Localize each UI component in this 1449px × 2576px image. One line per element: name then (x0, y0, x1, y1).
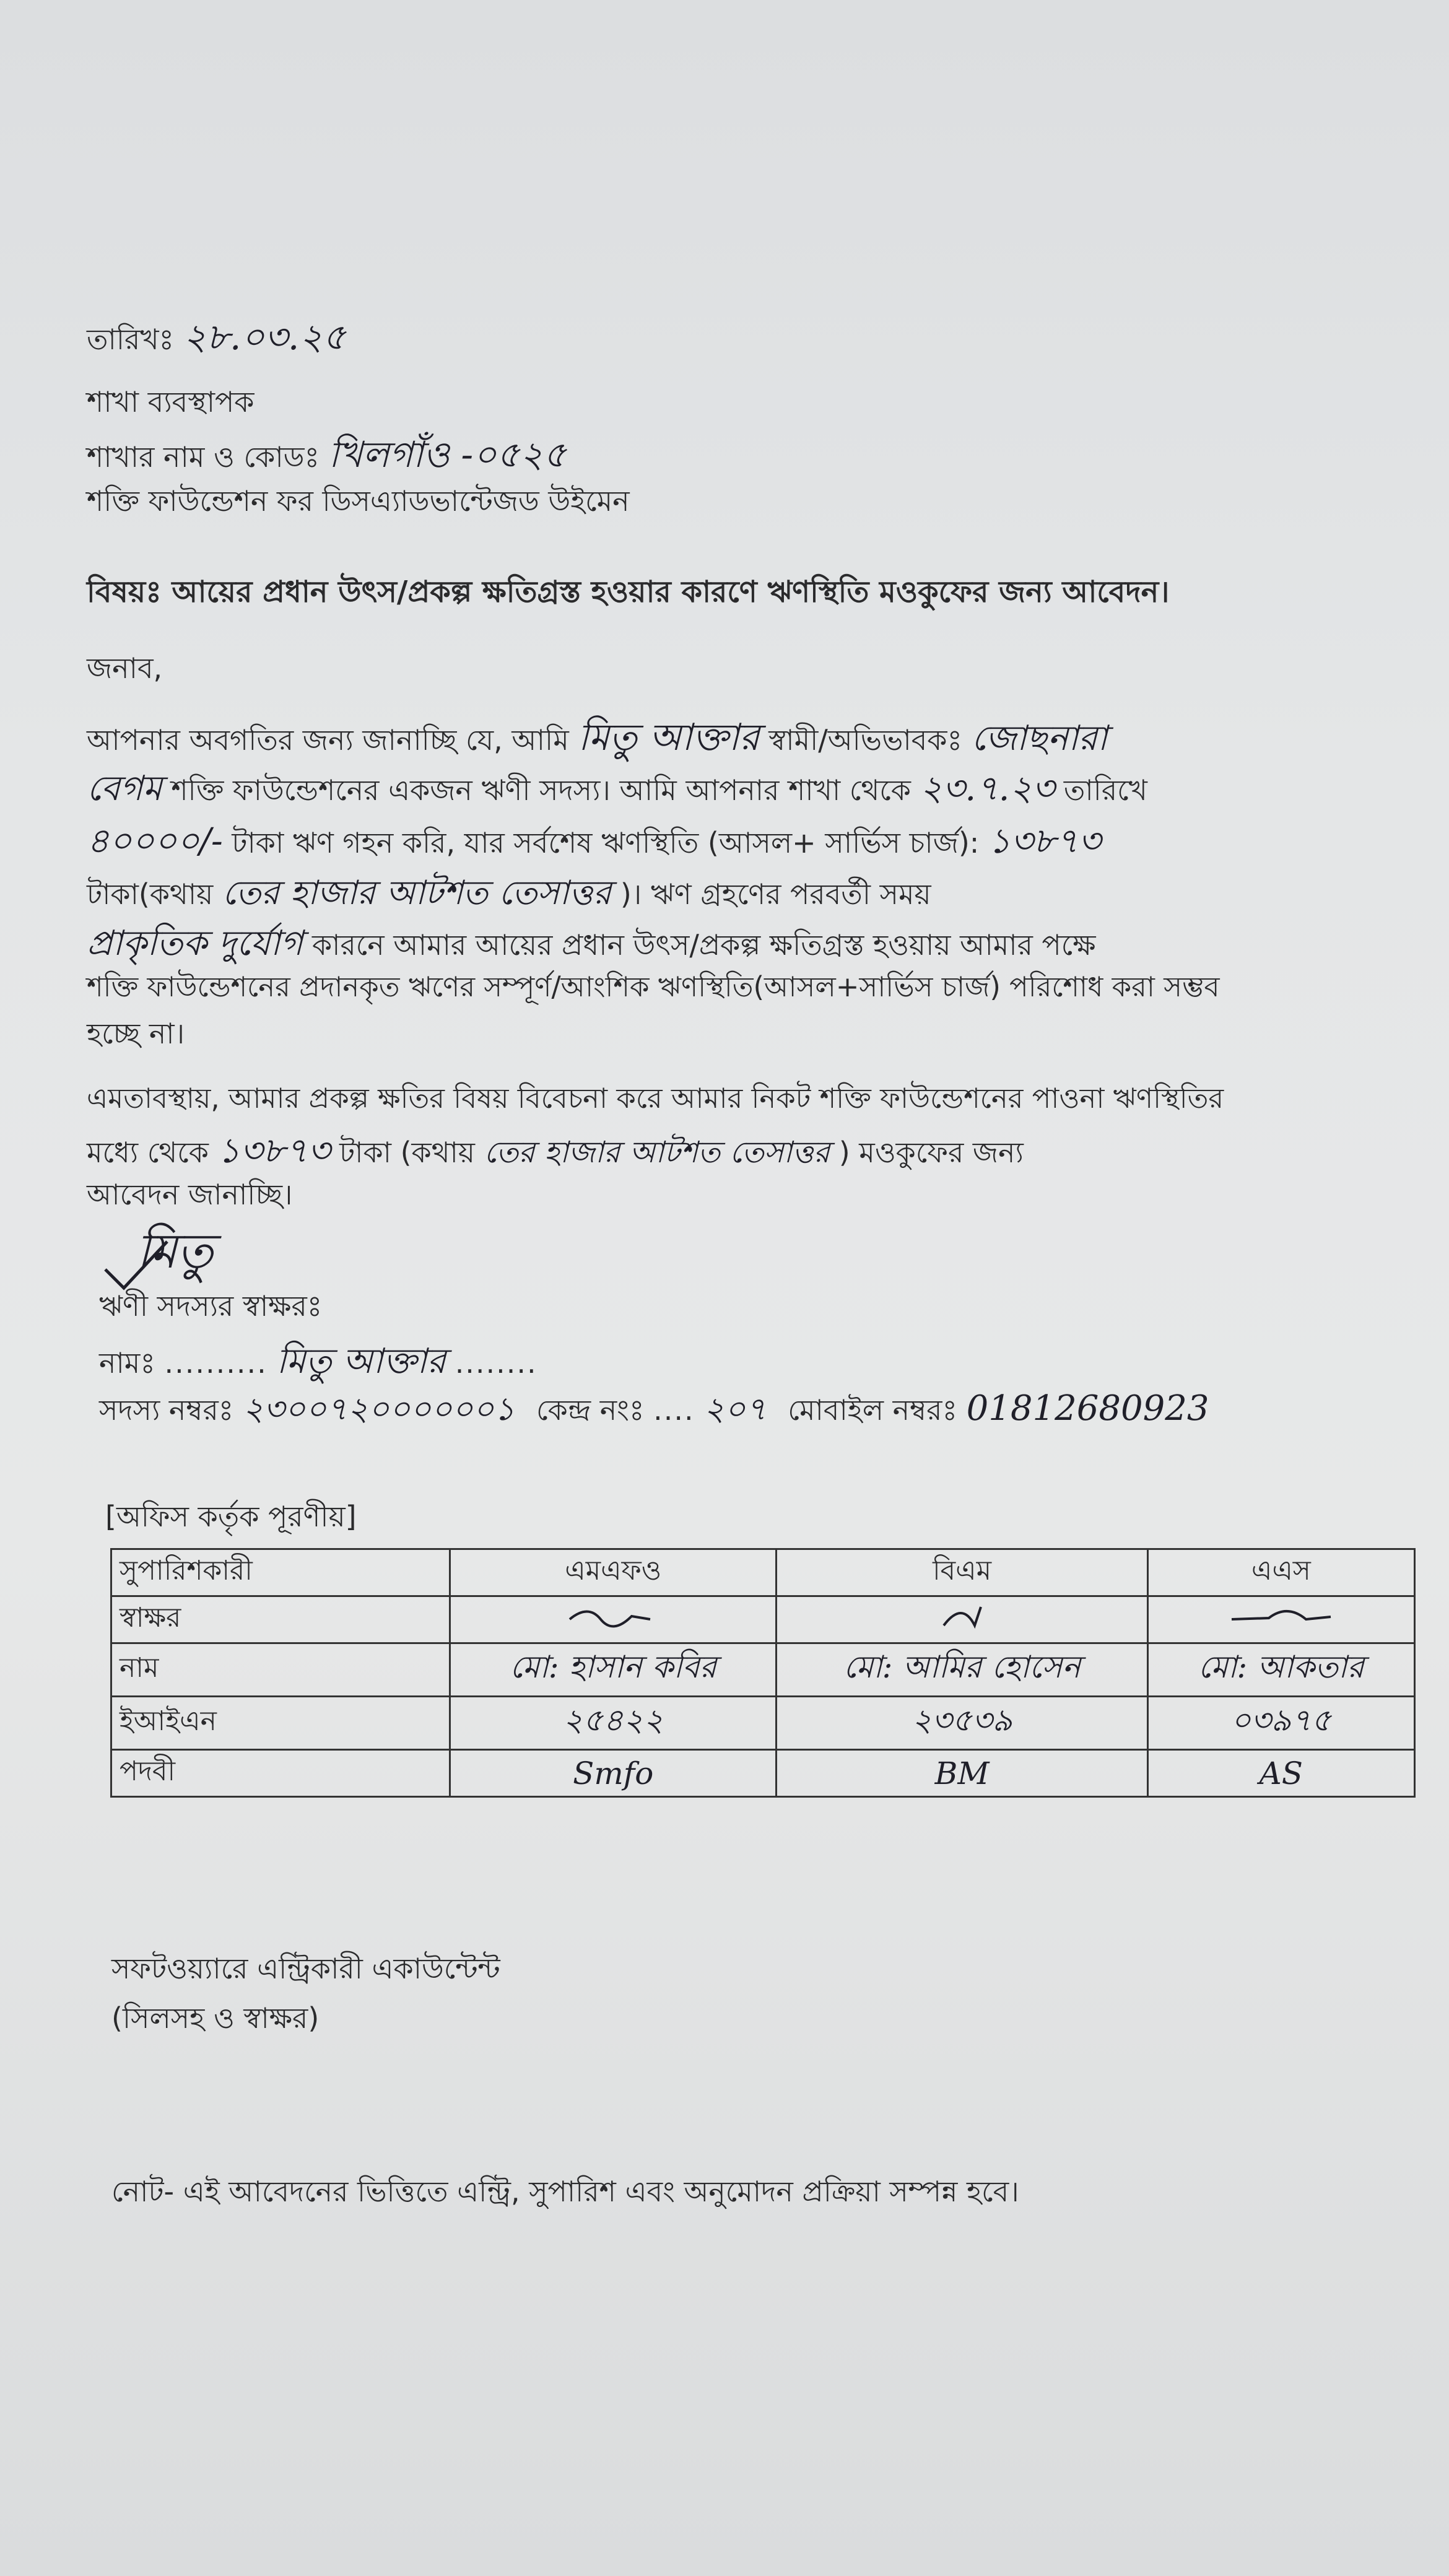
branch-line (87, 427, 567, 487)
para1-text: )। ঋণ গ্রহণের পরবর্তী সময় (620, 877, 931, 911)
cause-hw: প্রাকৃতিক দুর্যোগ (87, 923, 303, 964)
loan-amount-hw: ৪০০০০/- (87, 821, 223, 861)
table-cell: ০৩৯৭৫ (1147, 1697, 1414, 1750)
table-cell: ২৫৪২২ (450, 1697, 777, 1750)
software-entry-subtitle: (সিলসহ ও স্বাক্ষর) (111, 2001, 320, 2035)
table-cell: মো: আকতার (1147, 1643, 1414, 1697)
software-entry-title: সফটওয়্যারে এন্ট্রিকারী একাউন্টেন্ট (111, 1952, 500, 1985)
member-signature: মিতু (136, 1224, 214, 1279)
para1-text: শক্তি ফাউন্ডেশনের একজন ঋণী সদস্য। আমি আপনার শাখা থেকে (171, 773, 911, 807)
member-number-label: সদস্য নম্বরঃ (99, 1393, 234, 1427)
bm-signature-icon (907, 1601, 1018, 1632)
signature-cell (777, 1596, 1147, 1643)
balance-words-hw: তের হাজার আটশত তেসাত্তর (222, 873, 612, 912)
table-cell: AS (1147, 1750, 1414, 1797)
table-row (111, 1643, 1415, 1697)
table-header-cell: বিএম (777, 1549, 1147, 1596)
table-header-row (111, 1549, 1415, 1596)
para2-line1: এমতাবস্থায়, আমার প্রকল্প ক্ষতির বিষয় বিবেচনা করে আমার নিকট শক্তি ফাউন্ডেশনের পাওনা ঋণস্থিতির (87, 1082, 1224, 1115)
signature-cell (450, 1596, 777, 1643)
office-table (110, 1548, 1416, 1798)
member-name-line: নামঃ .......... মিতু আক্তার ........ (99, 1341, 537, 1382)
para1-text: তারিখে (1063, 773, 1147, 807)
branch-value: খিলগাঁও -০৫২৫ (328, 433, 567, 476)
center-number-value: ২০৭ (703, 1391, 767, 1428)
balance-hw: ১৩৮৭৩ (988, 821, 1101, 861)
branch-label: শাখার নাম ও কোডঃ (87, 440, 320, 474)
para1-text: স্বামী/অভিভাবকঃ (768, 723, 962, 757)
para1-text: আপনার অবগতির জন্য জানাচ্ছি যে, আমি (87, 723, 569, 757)
recipient-title: শাখা ব্যবস্থাপক (87, 385, 255, 419)
row-label: ইআইএন (111, 1697, 450, 1750)
guardian-name-hw: জোছনারা (971, 718, 1108, 759)
salutation: জনাব, (87, 651, 163, 685)
guardian-name-hw-2: বেগম (87, 768, 162, 809)
member-name-label: নামঃ (99, 1346, 155, 1380)
center-number-label: কেন্দ্র নংঃ (536, 1393, 645, 1427)
para2-text: টাকা (কথায় (339, 1136, 475, 1169)
member-name-hw: মিতু আক্তার (578, 716, 760, 759)
row-label: পদবী (111, 1750, 450, 1797)
organization-name: শক্তি ফাউন্ডেশন ফর ডিসএ্যাডভান্টেজড উইমেন (87, 484, 630, 518)
subject-line: বিষয়ঃ আয়ের প্রধান উৎস/প্রকল্প ক্ষতিগ্রস্ত হওয়ার কারণে ঋণস্থিতি মওকুফের জন্য আবেদন। (87, 575, 1170, 609)
para2-text: ) মওকুফের জন্য (838, 1136, 1024, 1169)
row-label: নাম (111, 1643, 450, 1697)
table-cell: মো: হাসান কবির (450, 1643, 777, 1697)
para1-line2 (87, 762, 1412, 820)
table-header-cell: সুপারিশকারী (111, 1549, 450, 1596)
para1-line7: হচ্ছে না। (87, 1017, 185, 1050)
mfo-signature-icon (557, 1601, 669, 1632)
mobile-number-label: মোবাইল নম্বরঃ (788, 1393, 957, 1427)
para2-text: মধ্যে থেকে (87, 1136, 209, 1169)
table-header-cell: এএস (1147, 1549, 1414, 1596)
signature-cell (1147, 1596, 1414, 1643)
table-cell: BM (777, 1750, 1147, 1797)
para1-text: কারনে আমার আয়ের প্রধান উৎস/প্রকল্প ক্ষতিগ্রস্ত হওয়ায় আমার পক্ষে (311, 928, 1096, 962)
para1-line3 (87, 814, 1412, 872)
table-row (111, 1750, 1415, 1797)
waiver-amount-hw: ১৩৮৭৩ (217, 1131, 331, 1171)
para2-line3: আবেদন জানাচ্ছি। (87, 1178, 293, 1211)
table-row (111, 1596, 1415, 1643)
table-row (111, 1697, 1415, 1750)
member-number-value: ২৩০০৭২০০০০০০১ (242, 1391, 515, 1428)
loan-date-hw: ২৩.৭.২৩ (920, 768, 1055, 809)
table-cell: ২৩৫৩৯ (777, 1697, 1147, 1750)
para1-line4 (87, 867, 1412, 923)
waiver-words-hw: তের হাজার আটশত তেসাত্তর (484, 1135, 830, 1170)
table-cell: Smfo (450, 1750, 777, 1797)
para1-text: টাকা ঋণ গহন করি, যার সর্বশেষ ঋণস্থিতি (আসল+ সার্ভিস চার্জ): (232, 826, 980, 859)
member-signature-label: ঋণী সদস্যর স্বাক্ষরঃ (99, 1289, 323, 1323)
as-signature-icon (1225, 1601, 1337, 1632)
member-name-value: মিতু আক্তার (276, 1341, 446, 1382)
row-label: স্বাক্ষর (111, 1596, 450, 1643)
mobile-number-value: 01812680923 (966, 1388, 1209, 1429)
office-caption: [অফিস কর্তৃক পূরণীয়] (105, 1500, 357, 1533)
footer-note: নোট- এই আবেদনের ভিত্তিতে এন্ট্রি, সুপারিশ এবং অনুমোদন প্রক্রিয়া সম্পন্ন হবে। (111, 2175, 1019, 2208)
date-label: তারিখঃ (87, 323, 175, 356)
member-number-line: সদস্য নম্বরঃ ২৩০০৭২০০০০০০১ কেন্দ্র নংঃ .... ২০৭ মোবাইল নম্বরঃ 01812680923 (99, 1388, 1209, 1429)
para1-text: টাকা(কথায় (87, 877, 214, 911)
table-header-cell: এমএফও (450, 1549, 777, 1596)
table-cell: মো: আমির হোসেন (777, 1643, 1147, 1697)
para1-line6: শক্তি ফাউন্ডেশনের প্রদানকৃত ঋণের সম্পূর্ণ/আংশিক ঋণস্থিতি(আসল+সার্ভিস চার্জ) পরিশোধ করা সম্ভব (87, 970, 1220, 1003)
date-line (87, 310, 346, 370)
date-value: ২৮.০৩.২৫ (183, 316, 346, 358)
